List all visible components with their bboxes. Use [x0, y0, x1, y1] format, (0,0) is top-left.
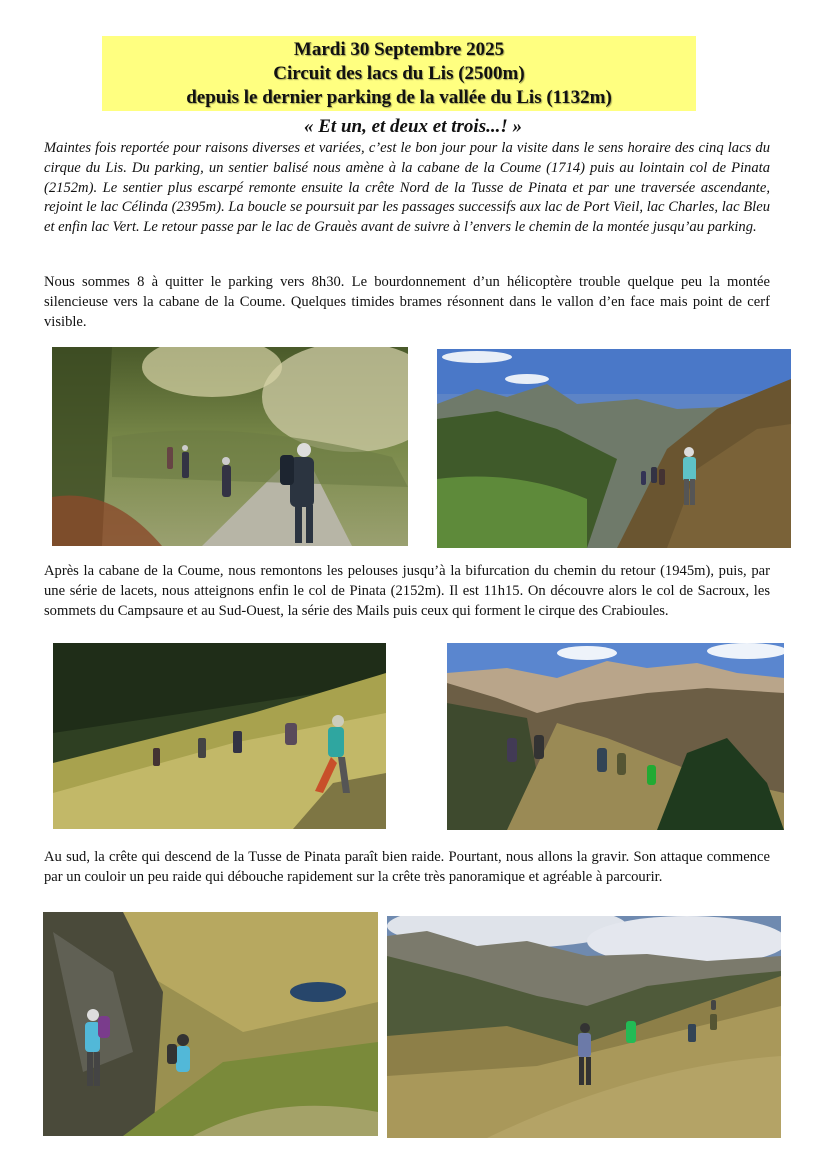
- photo-couloir-lake: [43, 912, 378, 1136]
- paragraph-departure: Nous sommes 8 à quitter le parking vers 8h30. Le bourdonnement d’un hélicoptère trouble quelque peu la montée silencieuse vers la cabane de la Coume. Quelques timides brames résonnent dans le vallon d’en face mais point de cerf visible.: [44, 274, 770, 330]
- title-start: depuis le dernier parking de la vallée du Lis (1132m): [186, 87, 612, 108]
- page-subtitle: « Et un, et deux et trois...! »: [304, 116, 522, 137]
- title-date: Mardi 30 Septembre 2025: [293, 39, 505, 60]
- intro-paragraph: Maintes fois reportée pour raisons diverses et variées, c’est le bon jour pour la visite dans le sens horaire des cinq lacs du cirque du Lis. Du parking, un sentier balisé nous amène à la cabane de la Coume (1714) puis au lointain col de Pinata (2152m). Le sentier plus escarpé remonte ensuite la crête Nord de la Tusse de Pinata et par une traversée ascendante, rejoint le lac Célinda (2395m). La boucle se poursuit par les passages successifs aux lac de Port Vieil, lac Charles, lac Bleu et enfin lac Vert. Le retour passe par le lac de Grauès avant de suivre à l’envers le chemin de la montée jusqu’au parking.: [44, 140, 770, 236]
- paragraph-tusse-ridge: Au sud, la crête qui descend de la Tusse de Pinata paraît bien raide. Pourtant, nous allons la gravir. Son attaque commence par un couloir un peu raide qui débouche rapidement sur la crête très panoramique et agréable à parcourir.: [44, 849, 770, 885]
- paragraph-col-pinata: Après la cabane de la Coume, nous remontons les pelouses jusqu’à la bifurcation du chemin du retour (1945m), puis, par une série de lacets, nous atteignons enfin le col de Pinata (2152m). Il est 11h15. On découvre alors le col de Sacroux, les sommets du Campsaure et au Sud-Ouest, la série des Mails puis ceux qui forment le cirque des Crabioules.: [44, 563, 770, 619]
- photo-mountain-panorama: [447, 643, 784, 830]
- title-circuit: Circuit des lacs du Lis (2500m): [273, 63, 525, 84]
- photo-slope-ascent: [53, 643, 386, 829]
- photo-valley-climb: [437, 349, 791, 548]
- photo-panoramic-ridge: [387, 916, 781, 1138]
- title-banner: [102, 36, 696, 111]
- photo-forest-trail: [52, 347, 408, 546]
